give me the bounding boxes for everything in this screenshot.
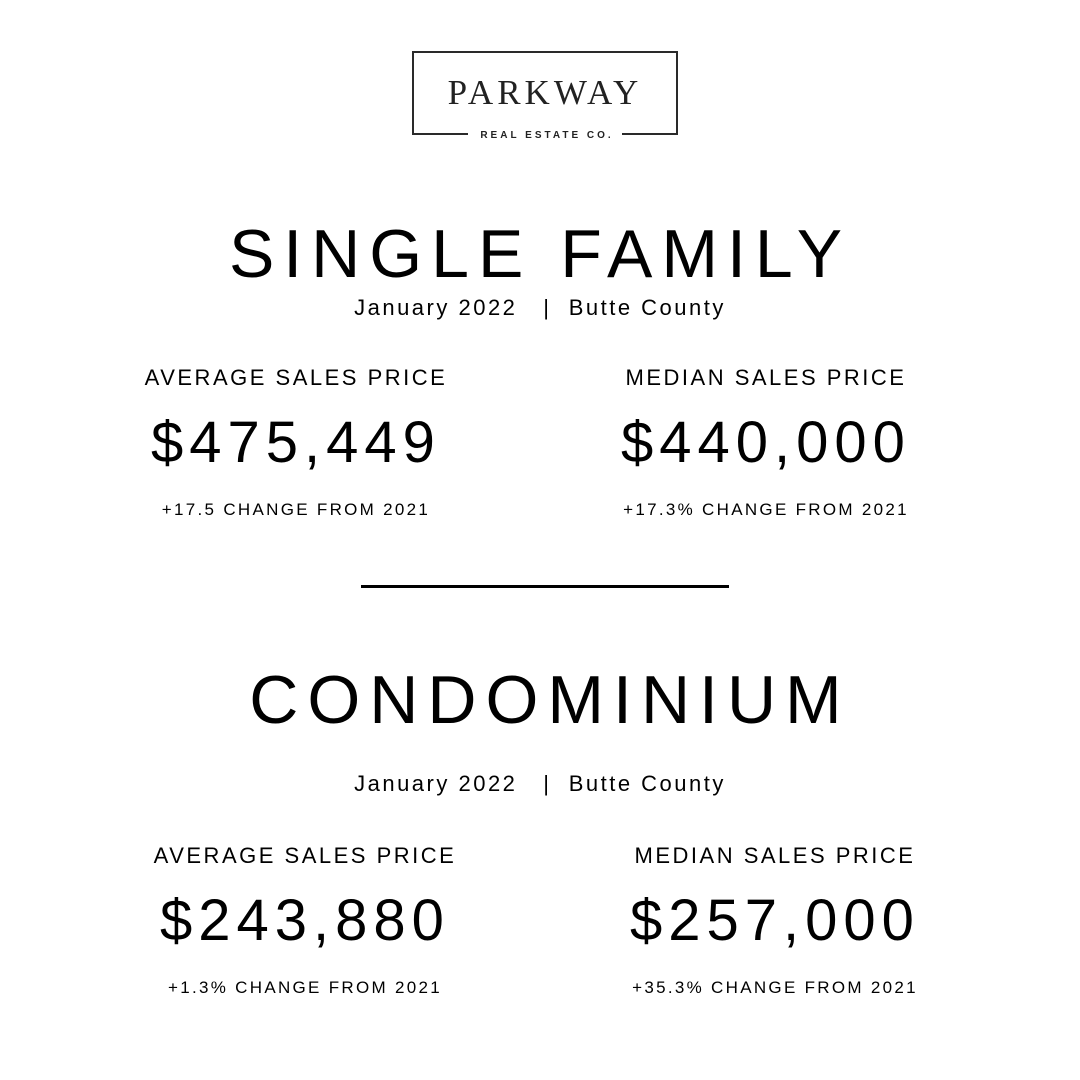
condominium-heading: CONDOMINIUM [249, 662, 851, 738]
single-family-median-stat [566, 367, 966, 518]
single-family-subtitle: January 2022 | Butte County [354, 295, 726, 320]
section-divider [361, 585, 729, 588]
single-family-average-stat [96, 367, 496, 518]
condominium-median-change: +35.3% CHANGE FROM 2021 [632, 978, 918, 997]
parkway-logo [412, 51, 678, 141]
logo-bottom-rule [412, 123, 678, 141]
logo-tagline: REAL ESTATE CO. [480, 130, 614, 141]
condominium-average-label: AVERAGE SALES PRICE [153, 843, 457, 868]
logo-wordmark: PARKWAY [447, 73, 643, 112]
single-family-heading: SINGLE FAMILY [228, 216, 852, 292]
condominium-average-stat [105, 845, 505, 996]
condominium-median-stat [575, 845, 975, 996]
logo-rule-left [412, 133, 468, 135]
single-family-median-value: $440,000 [621, 410, 911, 475]
single-family-median-label: MEDIAN SALES PRICE [625, 365, 907, 390]
condominium-median-value: $257,000 [630, 888, 920, 953]
single-family-average-label: AVERAGE SALES PRICE [144, 365, 448, 390]
single-family-average-change: +17.5 CHANGE FROM 2021 [161, 500, 431, 519]
condominium-subtitle: January 2022 | Butte County [354, 771, 726, 796]
condominium-median-label: MEDIAN SALES PRICE [634, 843, 916, 868]
single-family-average-value: $475,449 [151, 410, 441, 475]
logo-rule-right [622, 133, 678, 135]
single-family-median-change: +17.3% CHANGE FROM 2021 [623, 500, 909, 519]
condominium-average-value: $243,880 [160, 888, 450, 953]
condominium-average-change: +1.3% CHANGE FROM 2021 [167, 978, 443, 997]
